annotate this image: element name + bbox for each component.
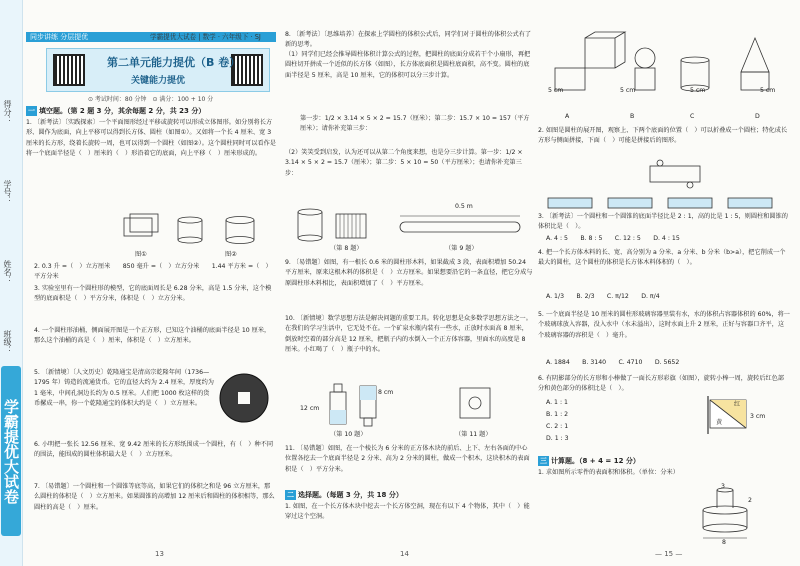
- figure-8-caption: （第 8 题）: [330, 245, 363, 252]
- question-10: 10. 〔新情境〕数学思想方法是解决问题的重要工具。转化思想是众多数学思想方法之一。在我们的学习生活中，它无处不在。一个矿泉水瓶内装有一些水，正放时水面高 8 厘米，倒放时空着的部分高是 12 厘米，把瓶子内的水倒入一个正方体容器，里面水的高度是 8 厘米。小红喝了（ ）瓶子中的水。: [285, 315, 532, 354]
- figure-11-caption: （第 11 题）: [455, 431, 492, 438]
- cylinder-net-options: [560, 160, 780, 196]
- choice-label-b: B: [630, 113, 635, 120]
- choice-question-5-options: A. 1884 B. 3140 C. 4710 D. 5652: [546, 359, 680, 366]
- binding-margin: [0, 0, 23, 566]
- choice-2-options: [548, 196, 788, 212]
- section-calculation: 三 计算题。（8 + 4 = 12 分）: [540, 457, 640, 465]
- choice-1-shapes: [545, 28, 785, 108]
- flag-yellow-label: 黄: [716, 419, 723, 426]
- question-8-part-1-steps: 第一步：1/2 × 3.14 × 5 × 2 = 15.7（厘米）；第二步：15.7 × 10 = 157（平方厘米）；请你补充第三步：: [300, 115, 530, 133]
- question-4: 4. 一个圆柱形油桶，侧面展开图是一个正方形，已知这个油桶的底面半径是 10 厘米，那么这个油桶的高是（ ）厘米，体积是（ ）立方厘米。: [34, 327, 271, 345]
- figure-10-11: [310, 380, 510, 430]
- figure-8-9: [290, 206, 530, 246]
- dim-3: 3: [721, 483, 725, 490]
- question-7: 7. 〔易错题〕一个圆柱和一个圆锥等底等高，如果它们的体积之和是 96 立方厘米，那么圆柱的体积是（ ）立方厘米。如果圆锥的高增加 12 厘米后和圆柱的体积相等，那么圆柱的高是（ ）厘米。: [34, 483, 275, 511]
- shape-dim-1: 5 cm: [548, 87, 564, 94]
- question-1: 1. 〔新考法〕〔实践探索〕一个平面图形经过平移或旋转可以形成立体图形。如分别将长方形、圆作为底面，向上平移可以得到长方体、圆柱（如图①）。又如将一个长 4 厘米、宽 3 厘米的长方形，绕着长旋转一周，也可以得到一个圆柱（如图②）。这个圆柱同时可以看作是将一个底面半径是（ ）厘米的（ ）形沿着它的底面，向上平移（ ）厘米形成的。: [26, 119, 276, 158]
- figure-10-caption: （第 10 题）: [330, 431, 367, 438]
- title-banner: [46, 48, 270, 92]
- page-number-13: 13: [155, 550, 164, 558]
- vertical-title: 学霸提优大试卷: [1, 366, 21, 536]
- q6-option-c: C. 2 : 1: [546, 423, 569, 430]
- q6-option-a: A. 1 : 1: [546, 399, 568, 406]
- coin-image: [218, 372, 270, 424]
- name-label: 姓名：: [3, 260, 12, 284]
- header-tag: 同步讲练 分层提优: [30, 33, 89, 41]
- question-3: 3. 实验室里有一个圆柱形的模型，它的底面周长是 6.28 分米，高是 1.5 分米，这个模型的底面积是（ ）平方分米，体积是（ ）立方分米。: [34, 285, 272, 303]
- figure-1-caption: 图①: [135, 251, 147, 258]
- choice-label-d: D: [755, 113, 760, 120]
- choice-label-a: A: [565, 113, 570, 120]
- score-label: 得分：: [3, 100, 12, 124]
- q6-option-b: B. 1 : 2: [546, 411, 569, 418]
- question-6: 6. 小明把一张长 12.56 厘米、宽 9.42 厘米的长方形纸围成一个圆柱，有（ ）种不同的围法，能围成的圆柱体积最大是（ ）立方厘米。: [34, 441, 274, 459]
- choice-label-c: C: [690, 113, 695, 120]
- choice-question-2: 2. 如图是圆柱的展开图，观察上、下两个底面的位置（ ）可以折叠成一个圆柱；特化成长方形与侧面拼接，下面（ ）可能是拼接后的图形。: [538, 127, 788, 145]
- question-8: 8. 〔新考法〕〔思维培养〕在探索上学圆柱的体积公式后，同学们对于圆柱的体积公式有了新的思考。: [285, 31, 532, 49]
- question-11: 11. 〔易错题〕如图，在一个棱长为 6 分米的正方体木块的前后、上下、左右各面的中心位置各挖去一个底面半径是 2 分米、高为 2 分米的圆柱，做成一个积木，这块积木的表面积是（ ）平方分米。: [285, 445, 530, 473]
- qr-code-left: [53, 54, 85, 86]
- dim-2: 2: [748, 497, 752, 504]
- dim-8: 8: [722, 539, 726, 546]
- calc-question-1: 1. 求如图所示零件的表面积和体积。（单位：分米）: [538, 469, 679, 476]
- shape-dim-5: 5 cm: [690, 87, 706, 94]
- section-fill-blank: 一 填空题。（第 2 题 3 分，其余每题 2 分，共 23 分）: [28, 107, 206, 115]
- shape-dim-3: 5 cm: [620, 87, 636, 94]
- figure-9-caption: （第 9 题）: [445, 245, 478, 252]
- choice-question-5: 5. 一个底面半径是 10 厘米的圆柱形玻璃容器里装有水，水的体积占容器体积的 60%，将一个玻璃球放入容器，没入水中（水未溢出），这时水面上升 2 厘米，正好与容器口齐平，这个玻璃容器的容积是（ ）毫升。: [538, 311, 790, 339]
- question-8-part-2: （2）笑笑受到启发，认为还可以从第二个角度来想，也是分三步计算。第一步：1/2 × 3.14 × 5 × 2 = 15.7（厘米）；第二步：5 × 10 = 50（平方厘米）；也请你补充第三步：: [285, 149, 523, 177]
- question-5: 5. 〔新情境〕〔人文历史〕乾隆通宝是清高宗乾隆年间（1736—1795 年）铸造的流通货币。它的直径大约为 2.4 厘米，厚度约为 1 毫米，中间孔洞边长约为 0.5 厘米。人们把 1000 枚这样的货币摞成一串，你一个乾隆通宝的体积大约是（ ）立方厘米。: [34, 369, 214, 408]
- page-number-14: 14: [400, 550, 409, 558]
- figure-9-length: 0.5 m: [455, 203, 473, 210]
- choice-question-3: 3. 〔新考法〕一个圆柱和一个圆锥的底面半径比是 2 : 1，高的比是 1 : 5，则圆柱和圆锥的体积比是（ ）。: [538, 213, 788, 231]
- choice-question-4-options: A. 1/3 B. 2/3 C. π/12 D. π/4: [546, 293, 660, 300]
- question-2: 2. 0.3 升 =（ ）立方厘米 850 毫升 =（ ）立方分米 1.44 平方米 =（ ）平方分米: [34, 263, 272, 281]
- label-8cm: 8 cm: [378, 389, 394, 396]
- id-label: 学号：: [3, 180, 12, 204]
- choice-question-6: 6. 有阴影部分的长方形和小棒做了一面长方形彩旗（如图），旋转小棒一周，旋转后红色部分和黄色部分的体积比是（ ）。: [538, 375, 785, 393]
- choice-question-1: 1. 如图，在一个长方体木块中挖去一个长方体空洞，现在有以下 4 个物体，其中（ ）能穿过这个空洞。: [285, 503, 530, 521]
- time-score: ⊙ 考试时间：80 分钟 ⊙ 满分：100 + 10 分: [88, 96, 214, 103]
- flag-3cm-label: 3 cm: [750, 413, 766, 420]
- banner-subtitle: 关键能力提优: [131, 76, 186, 86]
- page-number-15: — 15 —: [655, 550, 683, 558]
- flag-red-label: 红: [734, 401, 741, 408]
- q6-option-d: D. 1 : 3: [546, 435, 569, 442]
- class-label: 班级：: [3, 330, 12, 354]
- choice-question-4: 4. 把一个长方体木料的长、宽、高分别为 a 分米、a 分米、b 分米（b>a），把它削成一个最大的圆柱，这个圆柱的体积是长方体木料体积的（ ）。: [538, 249, 786, 267]
- shape-dim-7: 5 cm: [760, 87, 776, 94]
- label-12cm: 12 cm: [300, 405, 320, 412]
- question-8-part-1: （1）同学们已经会推导圆柱体积计算公式的过程，把圆柱的底面分成若干个小扇形，再把圆柱切开拼成一个近似的长方体（如图），长方体底面积是圆柱底面积，高不变。圆柱的底面半径是 5 厘米，高是 10 厘米，它的体积可以分三步计算。: [285, 51, 531, 79]
- choice-question-3-options: A. 4 : 5 B. 8 : 5 C. 12 : 5 D. 4 : 15: [546, 235, 680, 242]
- question-9: 9. 〔易错题〕如图，有一根长 0.6 米的圆柱形木料，如果截成 3 段，表面积增加 50.24 平方厘米，原来这根木料的体积是（ ）立方厘米。如果想要沿它的一条直径，把它分成与原圆柱形木料相比，表面积增加了（ ）平方厘米。: [285, 259, 533, 287]
- page-title: 学霸提优大试卷 | 数学 · 六年级下 · SJ: [150, 33, 261, 41]
- figure-2-caption: 图②: [225, 251, 237, 258]
- banner-title: 第二单元能力提优（B 卷）: [107, 56, 241, 69]
- section-choice: 二 选择题。（每题 3 分，共 18 分）: [287, 491, 403, 499]
